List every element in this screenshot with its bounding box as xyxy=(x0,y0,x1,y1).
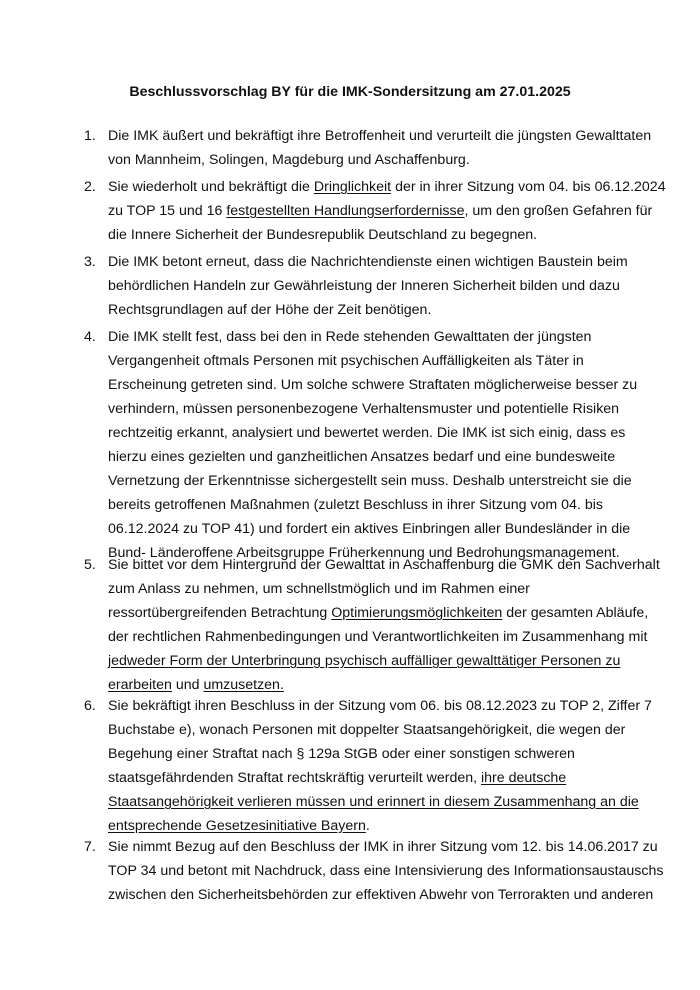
text-segment: der rechtlichen Rahmenbedingungen und Verantwortlichkeiten im Zusammenhang mit xyxy=(108,629,648,645)
underlined-text: festgestellten Handlungserfordernisse xyxy=(226,203,465,219)
item-number: 4. xyxy=(84,329,96,345)
text-segment: verhindern, müssen personenbezogene Verhaltensmuster und potentielle Risiken xyxy=(108,401,620,417)
text-line xyxy=(108,649,628,673)
text-segment: TOP 34 und betont mit Nachdruck, dass eine Intensivierung des Informationsaustauschs xyxy=(108,863,664,879)
text-segment: zum Anlass zu nehmen, um schnellstmöglich und im Rahmen einer xyxy=(108,581,530,597)
text-segment: Rechtsgrundlagen auf der Höhe der Zeit benötigen. xyxy=(108,302,432,318)
text-line xyxy=(108,718,628,742)
text-line xyxy=(108,349,628,373)
text-segment: rechtzeitig erkannt, analysiert und bewertet werden. Die IMK ist sich einig, dass es xyxy=(108,425,626,441)
text-segment: Sie wiederholt und bekräftigt die xyxy=(108,179,314,195)
text-line xyxy=(108,397,628,421)
item-number: 1. xyxy=(84,128,96,144)
text-segment: Sie nimmt Bezug auf den Beschluss der IMK in ihrer Sitzung vom 12. bis 14.06.2017 zu xyxy=(108,839,658,855)
text-segment: Sie bekräftigt ihren Beschluss in der Sitzung vom 06. bis 08.12.2023 zu TOP 2, Ziffer 7 xyxy=(108,698,652,714)
text-line xyxy=(108,493,628,517)
item-text xyxy=(108,553,660,697)
document-title: Beschlussvorschlag BY für die IMK-Sondersitzung am 27.01.2025 xyxy=(129,84,571,100)
underlined-text: umzusetzen. xyxy=(203,677,284,693)
text-line xyxy=(108,298,628,322)
text-line xyxy=(108,124,652,148)
text-segment: Buchstabe e), wonach Personen mit doppelter Staatsangehörigkeit, die wegen der xyxy=(108,722,626,738)
text-segment: die Innere Sicherheit der Bundesrepublik Deutschland zu begegnen. xyxy=(108,227,538,243)
underlined-text: Staatsangehörigkeit verlieren müssen und erinnert in diesem Zusammenhang an die xyxy=(108,794,639,810)
text-line xyxy=(108,577,628,601)
item-number: 7. xyxy=(84,839,96,855)
text-line xyxy=(108,742,628,766)
text-line xyxy=(108,199,653,223)
text-segment: Erscheinung getreten sind. Um solche schwere Straftaten möglicherweise besser zu xyxy=(108,377,638,393)
text-line xyxy=(108,250,628,274)
text-segment: hierzu eines gezielten und ganzheitlichen Ansatzes bedarf und eine bundesweite xyxy=(108,449,616,465)
text-line xyxy=(108,175,666,199)
item-text xyxy=(108,835,664,907)
underlined-text: entsprechende Gesetzesinitiative Bayern xyxy=(108,818,366,834)
text-segment: Sie bittet vor dem Hintergrund der Gewalttat in Aschaffenburg die GMK den Sachverhalt xyxy=(108,557,660,573)
text-segment: Die IMK stellt fest, dass bei den in Rede stehenden Gewalttaten der jüngsten xyxy=(108,329,592,345)
text-line xyxy=(108,469,632,493)
text-segment: der in ihrer Sitzung vom 04. bis 06.12.2024 xyxy=(391,179,666,195)
text-line xyxy=(108,859,664,883)
item-text xyxy=(108,694,652,838)
item-text xyxy=(108,175,666,247)
text-line xyxy=(108,625,648,649)
underlined-text: ihre deutsche xyxy=(481,770,567,786)
text-line xyxy=(108,373,638,397)
text-segment: Vergangenheit oftmals Personen mit psychischen Auffälligkeiten als Täter in xyxy=(108,353,584,369)
text-line xyxy=(108,694,652,718)
text-segment: von Mannheim, Solingen, Magdeburg und Aschaffenburg. xyxy=(108,152,470,168)
underlined-text: jedweder Form der Unterbringung psychisch auffälliger gewalttätiger Personen zu xyxy=(108,653,621,669)
text-line xyxy=(108,553,660,577)
text-line xyxy=(108,601,649,625)
text-segment: 06.12.2024 zu TOP 41) und fordert ein aktives Einbringen aller Bundesländer in die xyxy=(108,521,631,537)
text-segment: zwischen den Sicherheitsbehörden zur effektiven Abwehr von Terrorakten und anderen xyxy=(108,887,654,903)
text-segment: Die IMK äußert und bekräftigt ihre Betroffenheit und verurteilt die jüngsten Gewalttaten xyxy=(108,128,652,144)
item-number: 2. xyxy=(84,179,96,195)
text-segment: staatsgefährdenden Straftat rechtskräftig verurteilt werden, xyxy=(108,770,482,786)
text-line xyxy=(108,148,628,172)
text-segment: Begehung einer Straftat nach § 129a StGB oder einer sonstigen schweren xyxy=(108,746,575,762)
item-number: 6. xyxy=(84,698,96,714)
item-text xyxy=(108,250,628,322)
item-text xyxy=(108,124,652,172)
text-segment: der gesamten Abläufe, xyxy=(502,605,649,621)
text-line xyxy=(108,766,628,790)
underlined-text: Dringlichkeit xyxy=(313,179,392,195)
underlined-text: Optimierungsmöglichkeiten xyxy=(331,605,503,621)
text-line xyxy=(108,274,628,298)
text-line xyxy=(108,790,639,814)
text-segment: und xyxy=(171,677,204,693)
text-segment: ressortübergreifenden Betrachtung xyxy=(108,605,332,621)
text-line xyxy=(108,445,628,469)
text-line xyxy=(108,325,628,349)
text-segment: , um den großen Gefahren für xyxy=(464,203,653,219)
text-segment: Die IMK betont erneut, dass die Nachrichtendienste einen wichtigen Baustein beim xyxy=(108,254,628,270)
text-line xyxy=(108,421,628,445)
item-number: 3. xyxy=(84,254,96,270)
text-segment: bereits getroffenen Maßnahmen (zuletzt Beschluss in ihrer Sitzung vom 04. bis xyxy=(108,497,603,513)
item-text xyxy=(108,325,638,565)
text-line xyxy=(108,517,631,541)
text-line xyxy=(108,835,658,859)
text-line xyxy=(108,223,628,247)
text-line xyxy=(108,883,654,907)
text-segment: . xyxy=(365,818,370,834)
text-segment: Bund- Länderoffene Arbeitsgruppe Früherkennung und Bedrohungsmanagement. xyxy=(108,545,620,561)
text-segment: zu TOP 15 und 16 xyxy=(108,203,227,219)
text-segment: Vernetzung der Erkenntnisse sichergestellt sein muss. Deshalb unterstreicht sie die xyxy=(108,473,632,489)
item-number: 5. xyxy=(84,557,96,573)
text-segment: behördlichen Handeln zur Gewährleistung der Inneren Sicherheit bilden und dazu xyxy=(108,278,620,294)
underlined-text: erarbeiten xyxy=(108,677,172,693)
